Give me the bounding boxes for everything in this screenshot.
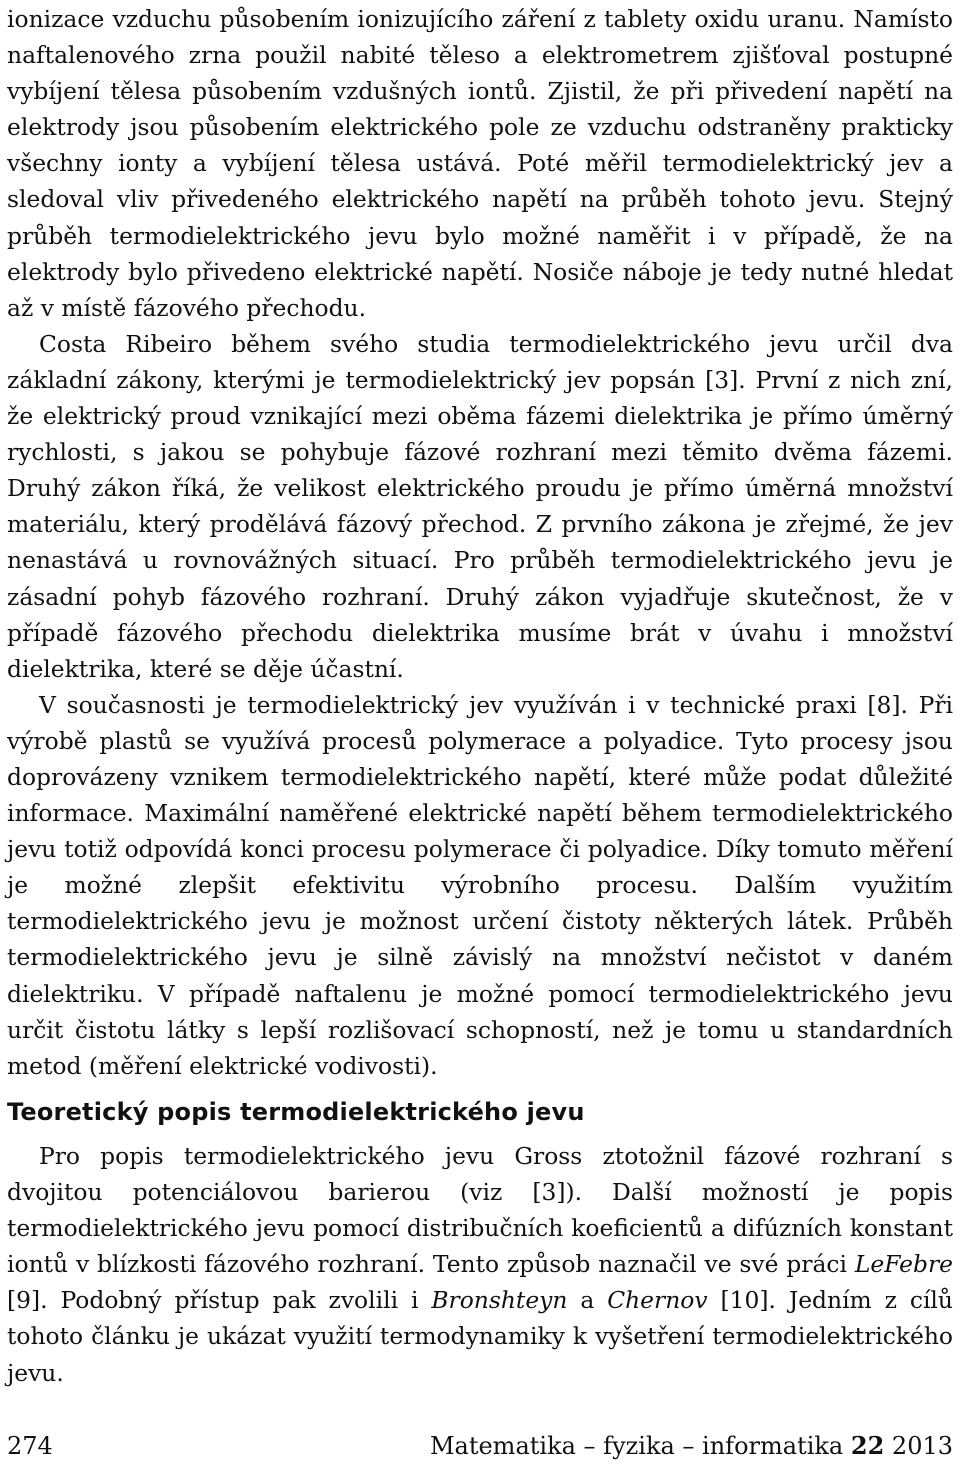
paragraph-1-text: ionizace vzduchu působením ionizujícího záření z tablety oxidu uranu. Namísto naftalenového zrna použil nabité těleso a elektrometrem zjišťoval postupné vybíjení tělesa působením vzdušných iontů. Zjistil, že při přivedení napětí na elektrody jsou působením elektrického pole ze vzduchu odstraněny prakticky všechny ionty a vybíjení tělesa ustává. Poté měřil termodielektrický jev a sledoval vliv přivedeného elektrického napětí na průběh tohoto jevu. Stejný průběh termodielektrického jevu bylo možné naměřit i v případě, že na elektrody bylo přivedeno elektrické napětí. Nosiče náboje je tedy nutné hledat až v místě fázového přechodu. [7, 5, 953, 322]
section-text-3: a [567, 1286, 608, 1315]
section-text-1: Pro popis termodielektrického jevu Gross ztotožnil fázové rozhraní s dvojitou potenciálovou barierou (viz [3]). Další možností je popis termodielektrického jevu pomocí distribučních koeficientů a difúzních konstant iontů v blízkosti fázového rozhraní. Tento způsob naznačil ve své práci [7, 1142, 953, 1279]
paragraph-3-text: V současnosti je termodielektrický jev využíván i v technické praxi [8]. Při výrobě plastů se využívá procesů polymerace a polyadice. Tyto procesy jsou doprovázeny vznikem termodielektrického napětí, které může podat důležité informace. Maximální naměřené elektrické napětí během termodielektrického jevu totiž odpovídá konci procesu polymerace či polyadice. Díky tomuto měření je možné zlepšit efektivitu výrobního procesu. Dalším využitím termodielektrického jevu je možnost určení čistoty některých látek. Průběh termodielektrického jevu je silně závislý na množství nečistot v daném dielektriku. V případě naftalenu je možné pomocí termodielektrického jevu určit čistotu látky s lepší rozlišovací schopností, než je tomu u standardních metod (měření elektrické vodivosti). [7, 690, 953, 1080]
journal-name: Matematika – fyzika – informatika [429, 1432, 844, 1460]
section-text-4: [10]. Jedním z cílů tohoto článku je ukázat využití termodynamiky k vyšetření termodielektrického jevu. [7, 1286, 953, 1387]
journal-year: 2013 [891, 1432, 953, 1460]
citation-name-chernov: Chernov [607, 1286, 708, 1315]
body-text [7, 0, 953, 1084]
journal-volume: 22 [850, 1431, 885, 1460]
section-heading: Teoretický popis termodielektrického jevu [7, 1098, 585, 1126]
paragraph-2 [7, 326, 953, 687]
page-footer [7, 1428, 953, 1464]
citation-name-lefebre: LeFebre [854, 1250, 953, 1279]
paragraph-3 [7, 687, 953, 1084]
page-number: 274 [7, 1432, 53, 1460]
paragraph-1 [7, 0, 953, 326]
page-body [7, 0, 953, 1387]
journal-info [430, 1428, 953, 1464]
paragraph-2-text: Costa Ribeiro během svého studia termodielektrického jevu určil dva základní zákony, kterými je termodielektrický jev popsán [3]. První z nich zní, že elektrický proud vznikající mezi oběma fázemi dielektrika je přímo úměrný rychlosti, s jakou se pohybuje fázové rozhraní mezi těmito dvěma fázemi. Druhý zákon říká, že velikost elektrického proudu je přímo úměrná množství materiálu, který prodělává fázový přechod. Z prvního zákona je zřejmé, že jev nenastává u rovnovážných situací. Pro průběh termodielektrického jevu je zásadní pohyb fázového rozhraní. Druhý zákon vyjadřuje skutečnost, že v případě fázového přechodu dielektrika musíme brát v úvahu i množství dielektrika, které se děje účastní. [7, 329, 953, 683]
section-body [7, 1138, 953, 1391]
section-paragraph [7, 1138, 953, 1391]
citation-name-bronshteyn: Bronshteyn [431, 1286, 568, 1315]
section-text-2: [9]. Podobný přístup pak zvolili i [7, 1286, 432, 1315]
